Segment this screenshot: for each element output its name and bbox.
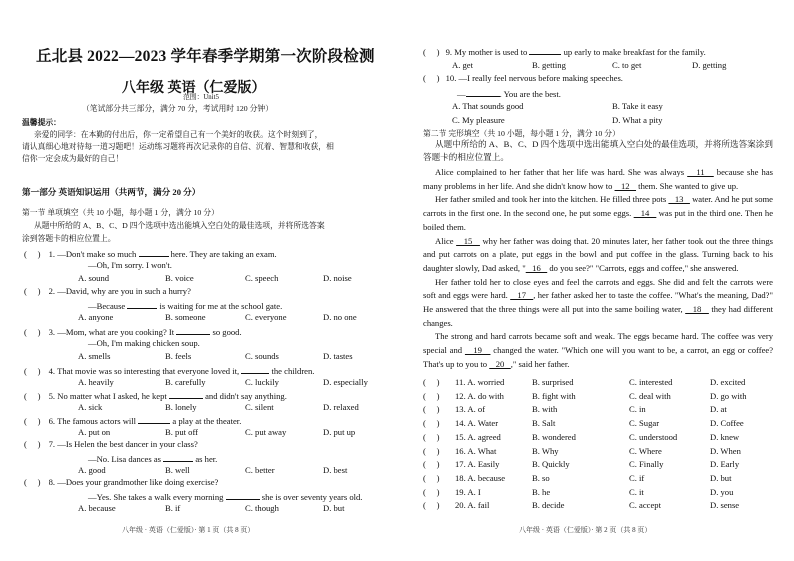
cloze-option[interactable]: D. When bbox=[710, 445, 741, 456]
answer-bracket[interactable]: ( ) bbox=[423, 445, 440, 456]
passage-paragraph bbox=[423, 235, 773, 276]
answer-bracket[interactable]: ( ) bbox=[423, 390, 440, 401]
section1-instruction-2: 涂到答题卡的相应位置上。 bbox=[22, 234, 116, 243]
passage-paragraph bbox=[423, 193, 773, 234]
page-footer-2: 八年级 · 英语（仁爱版）· 第 2 页（共 8 页） bbox=[519, 526, 652, 534]
cloze-option[interactable]: B. he bbox=[532, 486, 551, 497]
cloze-option[interactable]: C. interested bbox=[629, 377, 673, 387]
question-3-option-a[interactable]: A. smells bbox=[78, 351, 111, 361]
cloze-option[interactable]: C. in bbox=[629, 404, 646, 415]
blank[interactable] bbox=[163, 453, 193, 462]
question-3-option-c[interactable]: C. sounds bbox=[245, 351, 279, 361]
passage-paragraph bbox=[423, 276, 773, 331]
passage-text: they had different changes. bbox=[423, 304, 774, 328]
question-1-option-a[interactable]: A. sound bbox=[78, 273, 110, 283]
passage-text: Alice complained to her father that her life was hard. She was always bbox=[435, 167, 688, 177]
question-10-option-c[interactable]: C. My pleasure bbox=[452, 115, 505, 125]
question-1-line-2: —Oh, I'm sorry. I won't. bbox=[88, 260, 172, 270]
question-9-option-b[interactable]: B. getting bbox=[532, 60, 566, 70]
cloze-option[interactable]: B. wondered bbox=[532, 431, 576, 442]
answer-bracket[interactable]: ( ) bbox=[423, 73, 440, 83]
answer-bracket[interactable]: ( ) bbox=[423, 486, 440, 497]
question-8-option-b[interactable]: B. if bbox=[165, 503, 181, 513]
cloze-option[interactable]: C. Sugar bbox=[629, 418, 660, 429]
answer-bracket[interactable]: ( ) bbox=[423, 500, 440, 511]
passage-text: water. And he put some carrots in the first one. In the second one, he put some eggs. bbox=[423, 194, 773, 219]
question-1-option-c[interactable]: C. speech bbox=[245, 273, 279, 283]
question-6-option-d[interactable]: D. put up bbox=[323, 427, 356, 437]
cloze-blank[interactable]: 14 bbox=[633, 208, 657, 219]
blank[interactable] bbox=[176, 326, 210, 335]
passage-text: Her father told her to close eyes and feel the carrots and eggs. She did and felt the carrots were soft and eggs were hard. bbox=[423, 276, 773, 301]
passage-text: changed the water. "Which one will you want to be, a carrot, an egg or coffee? That's up to you to bbox=[423, 345, 774, 369]
question-2-option-b[interactable]: B. someone bbox=[165, 312, 206, 322]
question-10-option-d[interactable]: D. What a pity bbox=[612, 115, 663, 125]
passage-paragraph bbox=[423, 330, 773, 371]
question-10-option-a[interactable]: A. That sounds good bbox=[452, 101, 524, 111]
cloze-option[interactable]: B. decide bbox=[532, 500, 565, 511]
question-7: ( ) 7. —Is Helen the best dancer in your class? bbox=[24, 439, 198, 449]
question-2-option-c[interactable]: C. everyone bbox=[245, 312, 287, 322]
cloze-option[interactable]: D. sense bbox=[710, 500, 740, 511]
question-1-option-b[interactable]: B. voice bbox=[165, 273, 194, 283]
answer-bracket[interactable]: ( ) bbox=[24, 286, 41, 296]
answer-bracket[interactable]: ( ) bbox=[24, 477, 41, 487]
exam-scope: 范围：Unit5 bbox=[183, 94, 219, 101]
passage-text: because she has many problems in her life. And she didn't know how to bbox=[423, 167, 773, 191]
question-8-option-d[interactable]: D. but bbox=[323, 503, 345, 513]
answer-bracket[interactable]: ( ) bbox=[423, 47, 440, 57]
cloze-blank[interactable]: 13 bbox=[668, 194, 690, 205]
cloze-option[interactable]: 20. A. fail bbox=[455, 500, 490, 511]
notice-line-1: 亲爱的同学：在本勤的付出后，你一定希望自己有一个美好的收获。这个时刻到了， bbox=[34, 130, 323, 139]
cloze-blank[interactable]: 15 bbox=[456, 235, 480, 246]
cloze-option[interactable]: B. Quickly bbox=[532, 459, 570, 470]
cloze-option[interactable]: B. with bbox=[532, 404, 558, 415]
answer-bracket[interactable]: ( ) bbox=[24, 366, 41, 376]
question-7-option-c[interactable]: C. better bbox=[245, 465, 275, 475]
question-8-option-c[interactable]: C. though bbox=[245, 503, 279, 513]
question-9-option-d[interactable]: D. getting bbox=[692, 60, 727, 70]
question-6-option-b[interactable]: B. put off bbox=[165, 427, 199, 437]
exam-subtitle: 八年级 英语（仁爱版） bbox=[122, 81, 266, 96]
blank[interactable] bbox=[127, 300, 157, 309]
cloze-option[interactable]: 14. A. Water bbox=[455, 418, 499, 429]
question-9-option-c[interactable]: C. to get bbox=[612, 60, 642, 70]
section2-heading: 第二节 完形填空（共 10 小题，每小题 1 分，满分 10 分） bbox=[423, 129, 620, 138]
passage-text: why her father was doing that. 20 minutes later, her father took out the three things and put carrots on a plate, put eggs in the bowl and put coffee in the glass. Turning back to his daughter slowly, Dad asked, " bbox=[423, 235, 773, 273]
blank[interactable] bbox=[138, 415, 170, 424]
cloze-option[interactable]: D. knew bbox=[710, 431, 740, 442]
cloze-blank[interactable]: 18 bbox=[685, 304, 709, 315]
question-5-option-b[interactable]: B. lonely bbox=[165, 402, 197, 412]
question-8-line-2: —Yes. She takes a walk every morning she is over seventy years old. bbox=[88, 492, 363, 502]
blank[interactable] bbox=[139, 248, 169, 257]
cloze-passage bbox=[423, 166, 773, 372]
answer-bracket[interactable]: ( ) bbox=[24, 439, 41, 449]
cloze-option[interactable]: B. surprised bbox=[532, 377, 574, 387]
cloze-option[interactable]: D. Coffee bbox=[710, 418, 744, 429]
passage-text: Alice bbox=[435, 235, 457, 246]
question-6-option-c[interactable]: C. put away bbox=[245, 427, 287, 437]
question-2: ( ) 2. —David, why are you in such a hurry? bbox=[24, 286, 191, 296]
exam-info: （笔试部分共三部分，满分 70 分，考试用时 120 分钟） bbox=[82, 104, 274, 113]
cloze-option[interactable]: C. if bbox=[629, 472, 645, 483]
section2-instruction: 从题中所给的 A、B、C、D 四个选项中选出能填入空白处的最佳选项，并将所选答案涂到答题卡的相应位置上。 bbox=[423, 139, 773, 162]
blank[interactable] bbox=[529, 46, 561, 55]
question-10-line-2: — . You are the best. bbox=[457, 89, 561, 99]
section1-heading: 第一节 单项填空（共 10 小题，每小题 1 分，满分 10 分） bbox=[22, 208, 219, 217]
notice-line-2: 请认真细心地对待每一道习题吧！运动练习题将再次记录你的自信、沉着、智慧和收获，相 bbox=[22, 142, 334, 151]
cloze-option[interactable]: C. deal with bbox=[629, 390, 671, 401]
question-7-line-2: —No. Lisa dances as as her. bbox=[88, 454, 218, 464]
cloze-option[interactable]: D. Early bbox=[710, 459, 740, 470]
cloze-option[interactable]: C. Where bbox=[629, 445, 662, 456]
answer-bracket[interactable]: ( ) bbox=[423, 404, 440, 415]
cloze-option[interactable]: B. fight with bbox=[532, 390, 576, 401]
question-8-option-a[interactable]: A. because bbox=[78, 503, 116, 513]
cloze-option[interactable]: D. at bbox=[710, 404, 727, 415]
answer-bracket[interactable]: ( ) bbox=[423, 459, 440, 470]
cloze-option[interactable]: 16. A. What bbox=[455, 445, 497, 456]
answer-bracket[interactable]: ( ) bbox=[423, 472, 440, 483]
answer-bracket[interactable]: ( ) bbox=[24, 249, 41, 259]
cloze-blank[interactable]: 20 bbox=[489, 358, 511, 369]
blank[interactable] bbox=[169, 390, 203, 399]
passage-text: The strong and hard carrots became soft and weak. The eggs became hard. The coffee was very special and bbox=[423, 331, 773, 356]
blank[interactable] bbox=[466, 88, 500, 97]
question-9-option-a[interactable]: A. get bbox=[452, 60, 474, 70]
exam-title: 丘北县 2022—2023 学年春季学期第一次阶段检测 bbox=[36, 48, 375, 65]
passage-text: was put in the third one. Then he boiled them. bbox=[423, 208, 774, 232]
question-3-option-b[interactable]: B. feels bbox=[165, 351, 192, 361]
passage-text: do you see?" "Carrots, eggs and coffee," she answered. bbox=[547, 262, 739, 273]
cloze-option[interactable]: D. but bbox=[710, 472, 732, 483]
cloze-option[interactable]: 13. A. of bbox=[455, 404, 486, 415]
question-4-option-b[interactable]: B. carefully bbox=[165, 377, 206, 387]
cloze-blank[interactable]: 12 bbox=[614, 180, 637, 191]
question-3-line-2: —Oh, I'm making chicken soup. bbox=[88, 338, 200, 348]
answer-bracket[interactable]: ( ) bbox=[24, 327, 41, 337]
question-2-option-d[interactable]: D. no one bbox=[323, 312, 357, 322]
passage-paragraph bbox=[423, 166, 773, 193]
question-9: ( ) 9. My mother is used to up early to make breakfast for the family. bbox=[423, 47, 706, 57]
cloze-option[interactable]: 18. A. because bbox=[455, 472, 506, 483]
cloze-blank[interactable]: 17 bbox=[510, 290, 534, 301]
question-6-option-a[interactable]: A. put on bbox=[78, 427, 111, 437]
question-10-option-b[interactable]: B. Take it easy bbox=[612, 101, 663, 111]
question-7-option-a[interactable]: A. good bbox=[78, 465, 106, 475]
question-5-option-c[interactable]: C. silent bbox=[245, 402, 274, 412]
cloze-option[interactable]: C. accept bbox=[629, 500, 661, 511]
answer-bracket[interactable]: ( ) bbox=[24, 391, 41, 401]
cloze-blank[interactable]: 11 bbox=[687, 167, 714, 177]
notice-heading: 温馨提示： bbox=[22, 118, 61, 127]
passage-text: them. She wanted to give up. bbox=[636, 180, 739, 191]
question-1: ( ) 1. —Don't make so much here. They are taking an exam. bbox=[24, 249, 277, 259]
question-5: ( ) 5. No matter what I asked, he kept and didn't say anything. bbox=[24, 391, 287, 401]
cloze-option[interactable]: C. understood bbox=[629, 431, 678, 442]
question-5-option-d[interactable]: D. relaxed bbox=[323, 402, 359, 412]
answer-bracket[interactable]: ( ) bbox=[423, 431, 440, 442]
question-8: ( ) 8. —Does your grandmother like doing exercise? bbox=[24, 477, 219, 487]
passage-text: ," said her father. bbox=[510, 358, 570, 369]
cloze-option[interactable]: B. Salt bbox=[532, 418, 556, 429]
cloze-option[interactable]: 12. A. do with bbox=[455, 390, 504, 401]
question-5-option-a[interactable]: A. sick bbox=[78, 402, 103, 412]
blank[interactable] bbox=[226, 491, 260, 500]
question-4-option-a[interactable]: A. heavily bbox=[78, 377, 114, 387]
cloze-option[interactable]: D. excited bbox=[710, 377, 746, 387]
question-3-option-d[interactable]: D. tastes bbox=[323, 351, 353, 361]
cloze-option[interactable]: 17. A. Easily bbox=[455, 459, 500, 470]
cloze-option[interactable]: C. Finally bbox=[629, 459, 664, 470]
answer-bracket[interactable]: ( ) bbox=[423, 377, 440, 387]
question-10: ( ) 10. —I really feel nervous before making speeches. bbox=[423, 73, 623, 83]
right-page bbox=[397, 0, 794, 561]
cloze-option[interactable]: C. it bbox=[629, 486, 644, 497]
section1-instruction-1: 从题中所给的 A、B、C、D 四个选项中选出能填入空白处的最佳选项，并将所选答案 bbox=[34, 221, 325, 230]
part1-heading: 第一部分 英语知识运用（共两节，满分 20 分） bbox=[22, 187, 201, 197]
question-3: ( ) 3. —Mom, what are you cooking? It so good. bbox=[24, 327, 242, 337]
question-1-option-d[interactable]: D. noise bbox=[323, 273, 352, 283]
blank[interactable] bbox=[241, 365, 269, 374]
cloze-blank[interactable]: 16 bbox=[525, 262, 548, 273]
cloze-option[interactable]: D. you bbox=[710, 486, 734, 497]
question-4: ( ) 4. That movie was so interesting that everyone loved it, the children. bbox=[24, 366, 315, 376]
question-7-option-b[interactable]: B. well bbox=[165, 465, 190, 475]
question-4-option-c[interactable]: C. luckily bbox=[245, 377, 279, 387]
question-2-option-a[interactable]: A. anyone bbox=[78, 312, 114, 322]
answer-bracket[interactable]: ( ) bbox=[24, 416, 41, 426]
passage-text: , her father asked her to taste the coffee. "What's the meaning, Dad?" He answered that the three things were all put into the same boiling water, bbox=[423, 290, 774, 315]
cloze-option[interactable]: 19. A. I bbox=[455, 486, 481, 497]
question-4-option-d[interactable]: D. especially bbox=[323, 377, 368, 387]
cloze-option[interactable]: B. so bbox=[532, 472, 550, 483]
cloze-option[interactable]: D. go with bbox=[710, 390, 747, 401]
notice-line-3: 信你一定会成为最好的自己！ bbox=[22, 154, 124, 163]
question-6: ( ) 6. The famous actors will a play at the theater. bbox=[24, 416, 242, 426]
cloze-option[interactable]: 11. A. worried bbox=[455, 377, 505, 387]
question-2-line-2: —Because is waiting for me at the school gate. bbox=[88, 301, 283, 311]
cloze-option[interactable]: 15. A. agreed bbox=[455, 431, 501, 442]
answer-bracket[interactable]: ( ) bbox=[423, 418, 440, 429]
page-footer-1: 八年级 · 英语（仁爱版）· 第 1 页（共 8 页） bbox=[122, 526, 255, 534]
cloze-blank[interactable]: 19 bbox=[464, 345, 491, 356]
passage-text: Her father smiled and took her into the kitchen. He filled three pots bbox=[435, 194, 669, 205]
question-7-option-d[interactable]: D. best bbox=[323, 465, 348, 475]
cloze-option[interactable]: B. Why bbox=[532, 445, 559, 456]
